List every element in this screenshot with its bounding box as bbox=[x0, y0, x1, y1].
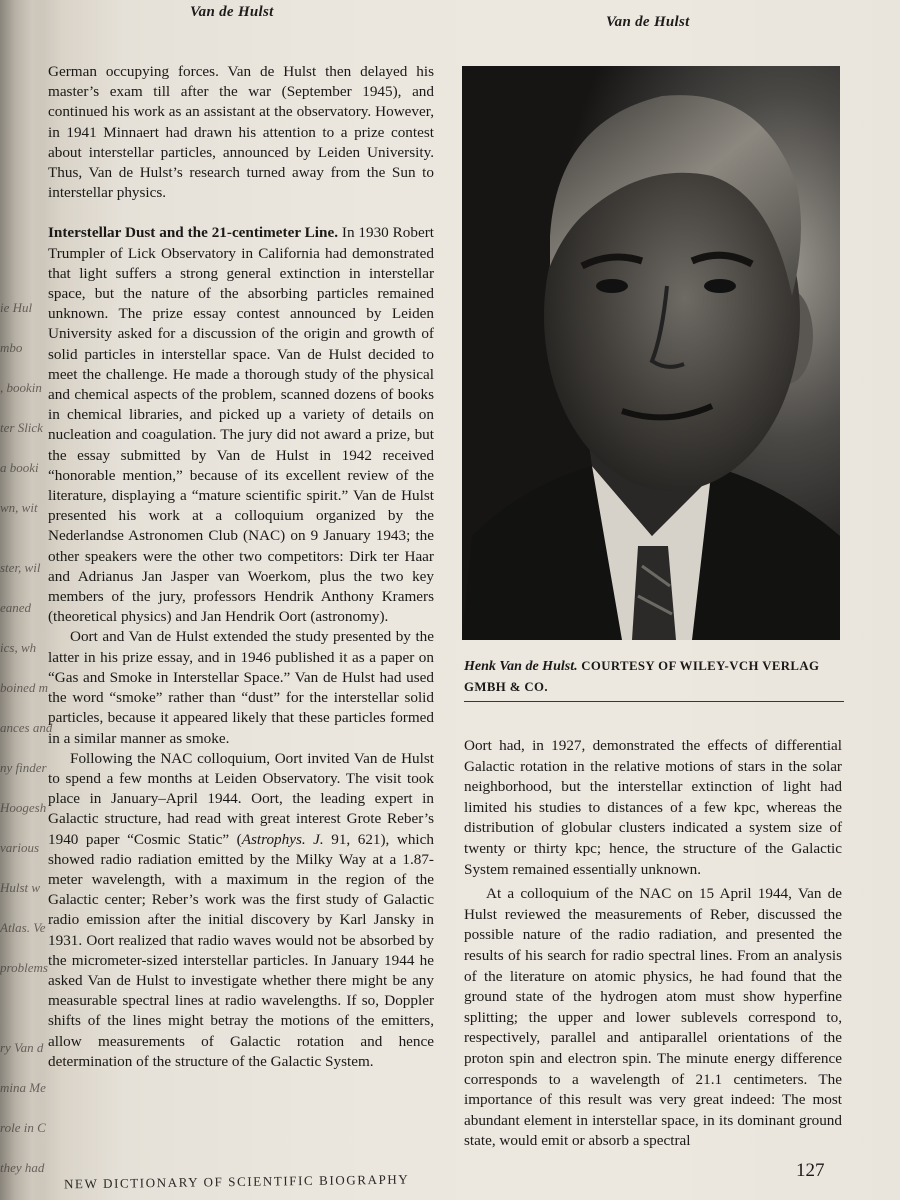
paragraph-interstellar-dust bbox=[48, 223, 434, 627]
portrait-illustration bbox=[462, 66, 840, 640]
running-head-right: Van de Hulst bbox=[606, 14, 690, 30]
paragraph-occupation: German occupying forces. Van de Hulst then delayed his master’s exam till after the war (September 1945), and continued his work as an assistant at the observatory. However, in 1941 Minnaert had drawn his attention to a prize contest about interstellar particles, announced by Leiden University. Thus, Van de Hulst’s research turned away from the Sun to interstellar physics. bbox=[48, 63, 434, 202]
paragraph-hydrogen-line: At a colloquium of the NAC on 15 April 1944, Van de Hulst reviewed the measurements of Reber, discussed the possible nature of the radio radiation, and presented the results of his search for radio spectral lines. From an analysis of the literature on atomic physics, he had found that the ground state of the hydrogen atom must show hyperfine splitting; the upper and lower sublevels correspond to, respectively, parallel and antiparallel orientations of the proton spin and electron spin. The minute energy difference corresponds to a wavelength of 21.1 centimeters. The importance of this result was very great indeed: The most abundant element in interstellar space, in its dominant ground state, would emit or absorb a spectral bbox=[464, 885, 842, 1150]
paragraph-radio-lines bbox=[48, 749, 434, 1072]
photo-caption bbox=[464, 656, 844, 702]
book-title-footer: NEW DICTIONARY OF SCIENTIFIC BIOGRAPHY bbox=[63, 1171, 410, 1192]
journal-citation: Astrophys. J. bbox=[241, 830, 324, 848]
paragraph-gas-and-smoke: Oort and Van de Hulst extended the study presented by the latter in his prize essay, and in 1946 published it as a paper on “Gas and Smoke in Interstellar Space.” Van de Hulst had used the word “smoke” rather than “dust” for the interstellar solid particles, because it appeared likely that these particles formed in a similar manner as smoke. bbox=[48, 628, 434, 747]
right-text-column bbox=[464, 736, 842, 1152]
section-heading: Interstellar Dust and the 21-centimeter Line. bbox=[48, 224, 339, 242]
portrait-photo bbox=[462, 66, 840, 640]
left-text-column bbox=[48, 62, 434, 1072]
caption-name: Henk Van de Hulst. bbox=[464, 659, 578, 674]
paragraph-galactic-rotation: Oort had, in 1927, demonstrated the effects of differential Galactic rotation in the relative motions of stars in the solar neighborhood, but the interstellar extinction of light had limited his studies to distances of a few kpc, whereas the distribution of globular clusters indicated a system size of twenty or thirty kpc; hence, the structure of the Galactic System remained essentially unknown. bbox=[464, 737, 842, 878]
running-head-left: Van de Hulst bbox=[190, 4, 274, 20]
previous-page-edge: ie Hul mbo , bookin ter Slick a booki wn, wit ster, wil eaned ics, wh boined m ances and ny finder Hoogesh various Hulst w Atlas. Ve problems ry Van d mina Me role in C they had bbox=[0, 0, 46, 1200]
caption-credit: COURTESY OF WILEY-VCH VERLAG GMBH & CO. bbox=[464, 659, 820, 694]
paragraph-text: In 1930 Robert Trumpler of Lick Observatory in California had demonstrated that light suffers a strong general extinction in interstellar space, but the nature of the absorbing particles remained unknown. The prize essay contest announced by Leiden University asked for a discussion of the origin and growth of solid particles in interstellar space. Van de Hulst decided to meet the challenge. He made a thorough study of the physical and chemical aspects of the problem, scanned dozens of books in chemical libraries, and picked up a variety of details on nucleation and coagulation. The jury did not award a prize, but the essay submitted by Van de Hulst in 1942 received “honorable mention,” because of its excellent review of the literature, displaying a “mature scientific spirit.” Van de Hulst presented his work at a colloquium organized by the Nederlandse Astronomen Club (NAC) on 9 January 1943; the other speakers were the other two competitors: Dirk ter Haar and Adrianus Jan Jasper van Woerkom, plus the two key members of the jury, professors Hendrik Anthony Kramers (theoretical physics) and Jan Hendrik Oort (astronomy). bbox=[48, 224, 434, 626]
paragraph-text: Following the NAC colloquium, Oort invited Van de Hulst to spend a few months at Leiden Observatory. The visit took place in January–April 1944. Oort, the leading expert in Galactic structure, had read with great interest Grote Reber’s 1940 paper “Cosmic Static” ( bbox=[48, 749, 434, 848]
paragraph-text: 91, 621), which showed radio radiation emitted by the Milky Way at a 1.87-meter wavelength, with a maximum in the region of the Galactic center; Reber’s work was the first study of Galactic radio emission after the initial discovery by Karl Jansky in 1931. Oort realized that radio waves would not be absorbed by the micrometer-sized interstellar particles. In January 1944 he asked Van de Hulst to investigate whether there might be any measurable spectral lines at radio wavelengths. If so, Doppler shifts of the lines might betray the motions of the emitters, allow measurements of Galactic rotation and hence determination of the structure of the Galactic System. bbox=[48, 830, 434, 1070]
page-number: 127 bbox=[796, 1160, 825, 1181]
